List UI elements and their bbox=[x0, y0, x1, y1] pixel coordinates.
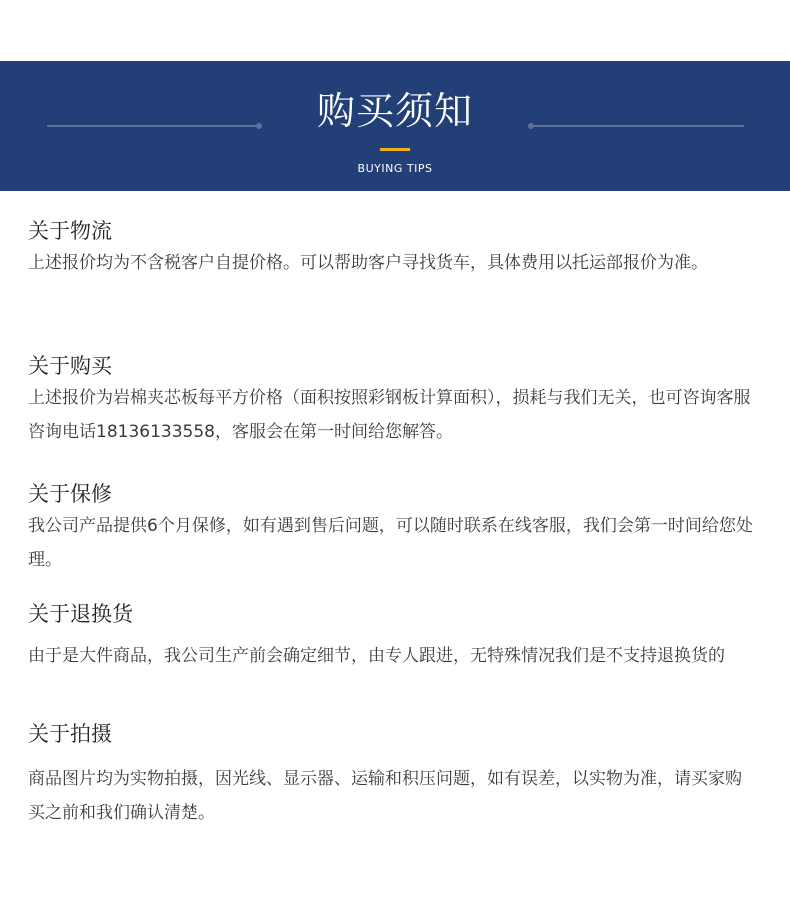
section-heading: 关于保修 bbox=[28, 482, 112, 506]
section-returns bbox=[28, 599, 768, 673]
section-logistics bbox=[28, 216, 768, 280]
section-heading: 关于购买 bbox=[28, 354, 112, 378]
section-body: 商品图片均为实物拍摄，因光线、显示器、运输和积压问题，如有误差，以实物为准，请买家购买之前和我们确认清楚。 bbox=[28, 769, 742, 823]
banner-subtitle: BUYING TIPS bbox=[357, 162, 433, 175]
section-heading: 关于拍摄 bbox=[28, 722, 112, 746]
section-body: 由于是大件商品，我公司生产前会确定细节，由专人跟进，无特殊情况我们是不支持退换货的 bbox=[28, 646, 725, 666]
section-warranty bbox=[28, 479, 768, 577]
section-purchase bbox=[28, 351, 768, 449]
section-heading: 关于物流 bbox=[28, 219, 112, 243]
buying-tips-banner bbox=[0, 61, 790, 191]
banner-accent-bar bbox=[380, 148, 410, 151]
section-photography bbox=[28, 719, 768, 830]
banner-title: 购买须知 bbox=[316, 89, 473, 133]
section-body: 我公司产品提供6个月保修，如有遇到售后问题，可以随时联系在线客服，我们会第一时间给您处理。 bbox=[28, 516, 753, 570]
section-heading: 关于退换货 bbox=[28, 602, 133, 626]
section-body: 上述报价均为不含税客户自提价格。可以帮助客户寻找货车，具体费用以托运部报价为准。 bbox=[28, 253, 708, 273]
section-body: 上述报价为岩棉夹芯板每平方价格（面积按照彩钢板计算面积），损耗与我们无关，也可咨询客服咨询电话18136133558，客服会在第一时间给您解答。 bbox=[28, 388, 751, 442]
